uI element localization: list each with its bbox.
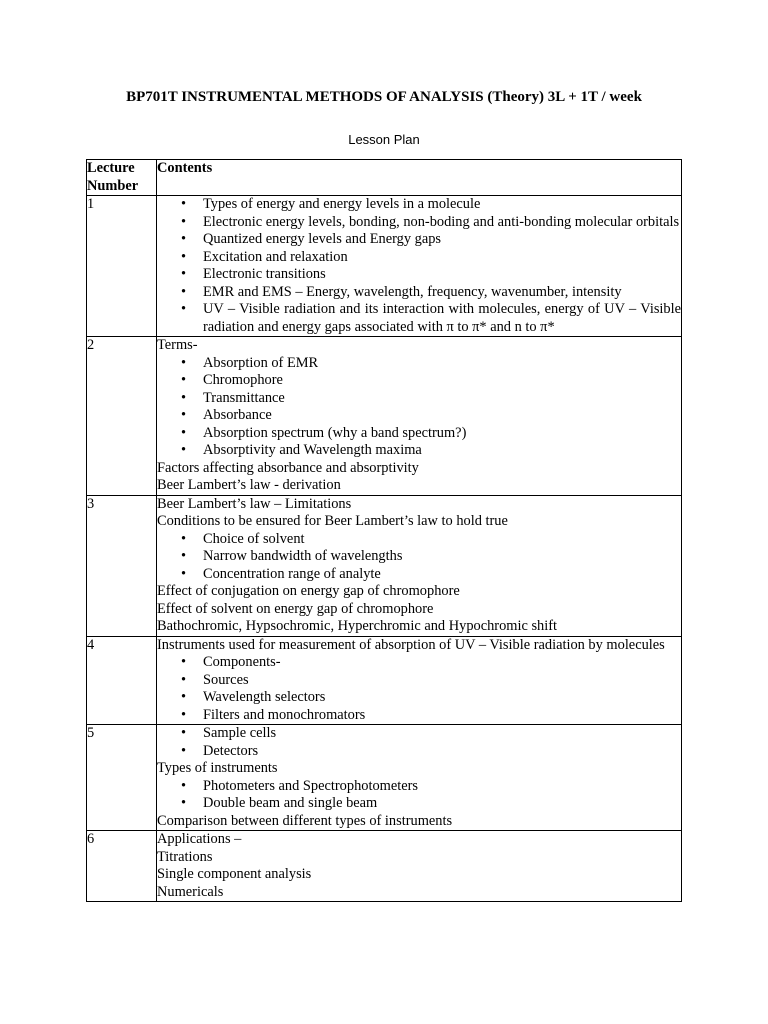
lecture-number: 4	[87, 636, 157, 725]
bullet-list	[157, 531, 681, 584]
lecture-number: 6	[87, 831, 157, 902]
document-title: BP701T INSTRUMENTAL METHODS OF ANALYSIS (Theory) 3L + 1T / week	[126, 89, 642, 105]
lecture-number: 1	[87, 196, 157, 337]
list-item: • Transmittance	[157, 390, 681, 408]
list-item: • Quantized energy levels and Energy gaps	[157, 231, 681, 249]
table-row	[87, 337, 682, 496]
content-line: Instruments used for measurement of absorption of UV – Visible radiation by molecules	[157, 636, 665, 653]
list-item: • Components-	[157, 654, 681, 672]
bullet-list	[157, 196, 681, 336]
lecture-contents	[157, 337, 682, 496]
content-line: Conditions to be ensured for Beer Lambert’s law to hold true	[157, 513, 508, 529]
header-contents: Contents	[157, 160, 682, 196]
list-item: • Detectors	[157, 743, 681, 761]
content-line: Effect of conjugation on energy gap of chromophore	[157, 583, 460, 599]
list-item: • Wavelength selectors	[157, 689, 681, 707]
lecture-contents	[157, 636, 682, 725]
lecture-contents	[157, 196, 682, 337]
list-item: • Types of energy and energy levels in a molecule	[157, 196, 681, 214]
content-line: Beer Lambert’s law – Limitations	[157, 495, 352, 512]
lecture-number: 3	[87, 495, 157, 636]
list-item: • Sources	[157, 672, 681, 690]
list-item: • Absorption spectrum (why a band spectrum?)	[157, 425, 681, 443]
content-line: Single component analysis	[157, 866, 312, 882]
bullet-list	[157, 778, 681, 813]
list-item: • Narrow bandwidth of wavelengths	[157, 548, 681, 566]
content-line: Types of instruments	[157, 760, 278, 776]
list-item: • Electronic transitions	[157, 266, 681, 284]
list-item: • Double beam and single beam	[157, 795, 681, 813]
content-line: Factors affecting absorbance and absorptivity	[157, 459, 419, 476]
table-row	[87, 725, 682, 831]
table-row	[87, 196, 682, 337]
lecture-number: 2	[87, 337, 157, 496]
lesson-plan-table	[86, 159, 682, 902]
list-item: • Choice of solvent	[157, 531, 681, 549]
list-item: • Absorption of EMR	[157, 355, 681, 373]
content-line: Bathochromic, Hypsochromic, Hyperchromic and Hypochromic shift	[157, 618, 558, 634]
list-item: • EMR and EMS – Energy, wavelength, frequency, wavenumber, intensity	[157, 284, 681, 302]
content-line: Effect of solvent on energy gap of chromophore	[157, 600, 434, 617]
content-line: Comparison between different types of instruments	[157, 812, 453, 829]
bullet-list	[157, 355, 681, 460]
list-item: • Sample cells	[157, 725, 681, 743]
list-item: • Absorbance	[157, 407, 681, 425]
lecture-contents	[157, 495, 682, 636]
lecture-contents	[157, 831, 682, 902]
list-item: • UV – Visible radiation and its interaction with molecules, energy of UV – Visible radiation and energy gaps associated with π to π* and n to π*	[157, 301, 681, 336]
table-row	[87, 831, 682, 902]
list-item: • Filters and monochromators	[157, 707, 681, 725]
content-line: Numericals	[157, 883, 224, 900]
list-item: • Excitation and relaxation	[157, 249, 681, 267]
lecture-number: 5	[87, 725, 157, 831]
table-row	[87, 495, 682, 636]
list-item: • Chromophore	[157, 372, 681, 390]
bullet-list	[157, 725, 681, 760]
content-line: Titrations	[157, 848, 213, 865]
content-line: Applications –	[157, 831, 242, 847]
header-lecture-number: Lecture Number	[87, 160, 157, 196]
content-line: Beer Lambert’s law - derivation	[157, 477, 341, 493]
document-subtitle: Lesson Plan	[348, 132, 420, 147]
table-header-row	[87, 160, 682, 196]
table-row	[87, 636, 682, 725]
lecture-contents	[157, 725, 682, 831]
list-item: • Electronic energy levels, bonding, non-boding and anti-bonding molecular orbitals	[157, 214, 681, 232]
bullet-list	[157, 654, 681, 724]
list-item: • Photometers and Spectrophotometers	[157, 778, 681, 796]
list-item: • Absorptivity and Wavelength maxima	[157, 442, 681, 460]
list-item: • Concentration range of analyte	[157, 566, 681, 584]
section-heading: Terms-	[157, 337, 198, 353]
